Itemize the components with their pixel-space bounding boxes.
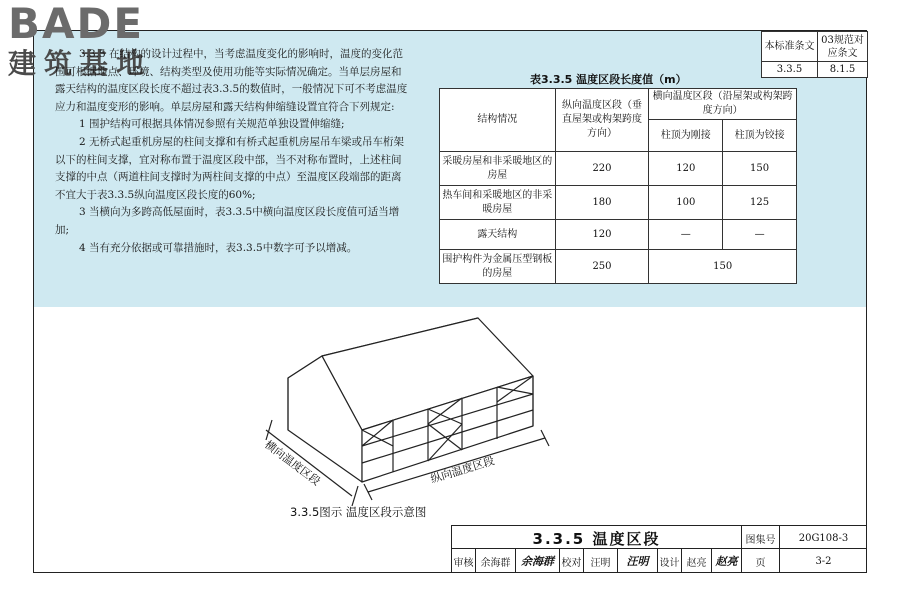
clause-item-3: 3 当横向为多跨高低屋面时，表3.3.5中横向温度区段长度值可适当增加; bbox=[55, 206, 400, 236]
review-label: 审核 bbox=[451, 549, 475, 573]
row-name: 露天结构 bbox=[440, 220, 556, 250]
table-title: 表3.3.5 温度区段长度值（m） bbox=[530, 73, 687, 86]
title-block-row-top bbox=[451, 525, 867, 549]
longitudinal-section-label: 纵向温度区段 bbox=[429, 454, 496, 486]
header-structure: 结构情况 bbox=[440, 89, 556, 152]
page-number: 3-2 bbox=[779, 549, 867, 573]
page-label: 页 bbox=[741, 549, 779, 573]
row-longitudinal-value: 120 bbox=[555, 220, 649, 250]
clause-paragraph-intro: 3.3.5 在结构的设计过程中，当考虑温度变化的影响时，温度的变化范围可根据地点、环境、结构类型及使用功能等实际情况确定。当单层房屋和露天结构的温度区段长度不超过表3.3.5的数值时，一般情况下可不考虑温度应力和温度变形的影响。单层房屋和露天结构伸缩缝设置宜符合下列规定: bbox=[55, 48, 408, 113]
row-longitudinal-value: 180 bbox=[555, 186, 649, 220]
figure-caption: 3.3.5图示 温度区段示意图 bbox=[290, 505, 427, 519]
header-longitudinal: 纵向温度区段（垂直屋架或构架跨度方向） bbox=[555, 89, 649, 152]
row-name: 采暖房屋和非采暖地区的房屋 bbox=[440, 152, 556, 186]
check-signature: 汪明 bbox=[617, 549, 657, 573]
check-label: 校对 bbox=[559, 549, 583, 573]
design-label: 设计 bbox=[657, 549, 681, 573]
header-hinged-top: 柱顶为铰接 bbox=[723, 120, 797, 152]
atlas-number: 20G108-3 bbox=[779, 526, 867, 550]
code-clause-value: 8.1.5 bbox=[818, 62, 868, 78]
logo-wordmark: BADE bbox=[8, 0, 145, 48]
sheet-title: 3.3.5 温度区段 bbox=[451, 526, 741, 550]
row-name: 热车间和采暖地区的非采暖房屋 bbox=[440, 186, 556, 220]
review-signature: 余海群 bbox=[515, 549, 559, 573]
atlas-label: 图集号 bbox=[741, 526, 779, 550]
row-longitudinal-value: 250 bbox=[555, 250, 649, 284]
review-name: 余海群 bbox=[475, 549, 515, 573]
row-hinged-value: 125 bbox=[723, 186, 797, 220]
row-hinged-value: 150 bbox=[723, 152, 797, 186]
check-name: 汪明 bbox=[583, 549, 617, 573]
row-merged-transverse-value: 150 bbox=[649, 250, 797, 284]
design-name: 赵亮 bbox=[681, 549, 711, 573]
row-longitudinal-value: 220 bbox=[555, 152, 649, 186]
header-transverse: 横向温度区段（沿屋架或构架跨度方向） bbox=[649, 89, 797, 120]
row-rigid-value: 120 bbox=[649, 152, 723, 186]
row-rigid-value: 100 bbox=[649, 186, 723, 220]
title-block bbox=[451, 525, 867, 573]
standard-clause-header: 本标准条文 bbox=[762, 32, 818, 62]
clause-item-2: 2 无桥式起重机房屋的柱间支撑和有桥式起重机房屋吊车梁或吊车桁架以下的柱间支撑，宜对称布置于温度区段中部，当不对称布置时，上述柱间支撑的中点（两道柱间支撑时为两柱间支撑的中点）至温度区段端部的距离不宜大于表3.3.5纵向温度区段长度的60%; bbox=[55, 135, 405, 201]
logo-subtitle: 建筑基地 bbox=[8, 47, 153, 80]
clause-item-4: 4 当有充分依据或可靠措施时，表3.3.5中数字可予以增减。 bbox=[79, 241, 358, 254]
row-hinged-value: — bbox=[723, 220, 797, 250]
design-signature: 赵亮 bbox=[711, 549, 741, 573]
transverse-section-label: 横向温度区段 bbox=[262, 438, 323, 489]
code-clause-header: 03规范对应条文 bbox=[818, 32, 868, 62]
header-rigid-top: 柱顶为刚接 bbox=[649, 120, 723, 152]
standard-clause-value: 3.3.5 bbox=[762, 62, 818, 78]
row-rigid-value: — bbox=[649, 220, 723, 250]
clause-item-1: 1 围护结构可根据具体情况参照有关规范单独设置伸缩缝; bbox=[79, 118, 345, 131]
title-block-row-bottom bbox=[451, 549, 867, 573]
row-name: 围护构件为金属压型钢板的房屋 bbox=[440, 250, 556, 284]
